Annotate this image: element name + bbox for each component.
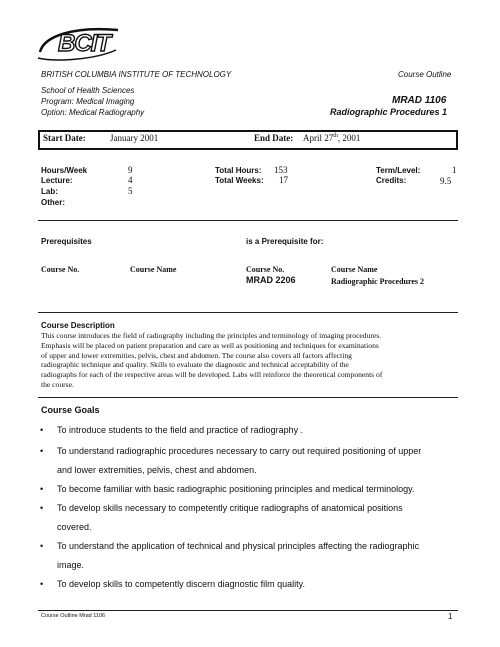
other-label: Other:: [41, 198, 65, 207]
divider: [38, 312, 458, 313]
divider: [38, 397, 458, 398]
bullet-icon: •: [40, 579, 44, 589]
start-date-label: Start Date:: [43, 133, 86, 143]
date-bar: [38, 130, 458, 150]
institution-name: BRITISH COLUMBIA INSTITUTE OF TECHNOLOGY: [41, 70, 232, 79]
description-body: This course introduces the field of radiography including the principles and terminology of imaging procedures. Emphasis will be placed on patient preparation and care as well as positioning and techniques for examinations of upper and lower extremities, pelvis, chest and abdomen. The course also covers all factors affecting radiographic technique and quality. Skills to evaluate the diagnostic and technical acceptability of the radiographs for each of the respective areas will be developed. Labs will reinforce the theoretical components of the course.: [41, 331, 383, 389]
divider: [38, 220, 458, 221]
goal-item-continued: and lower extremities, pelvis, chest and abdomen.: [57, 465, 257, 475]
bcit-logo: BCIT: [58, 30, 110, 57]
goal-item: To introduce students to the field and practice of radiography .: [57, 425, 304, 435]
bullet-icon: •: [40, 446, 44, 456]
end-date-label: End Date:: [254, 133, 294, 143]
course-no-header: Course No.: [41, 265, 80, 274]
bullet-icon: •: [40, 541, 44, 551]
term-level-label: Term/Level:: [376, 166, 421, 175]
lab-value: 5: [128, 186, 133, 196]
school-name: School of Health Sciences: [41, 86, 135, 95]
goal-item: To understand the application of technical and physical principles affecting the radiographic: [57, 541, 420, 551]
total-hours-label: Total Hours:: [215, 166, 262, 175]
description-heading: Course Description: [41, 321, 115, 330]
start-date-value: January 2001: [110, 133, 159, 143]
is-prerequisite-label: is a Prerequisite for:: [246, 237, 324, 246]
lecture-value: 4: [128, 175, 133, 185]
footer-divider: [38, 610, 458, 611]
credits-label: Credits:: [376, 176, 407, 185]
option-name: Option: Medical Radiography: [41, 108, 145, 117]
goal-item: To become familiar with basic radiographic positioning principles and medical terminology.: [57, 484, 415, 494]
goal-item: To understand radiographic procedures necessary to carry out required positioning of upper: [57, 446, 422, 456]
goal-item: To develop skills necessary to competently critique radiographs of anatomical positions: [57, 503, 403, 513]
bullet-icon: •: [40, 425, 44, 435]
course-title: Radiographic Procedures 1: [330, 107, 448, 117]
course-no-header-2: Course No.: [246, 265, 285, 274]
next-course-no: MRAD 2206: [246, 275, 296, 285]
next-course-name: Radiographic Procedures 2: [331, 277, 425, 286]
goal-item-continued: covered.: [57, 522, 92, 532]
lecture-label: Lecture:: [41, 176, 73, 185]
end-date-value: April 27th, 2001: [303, 133, 361, 143]
program-name: Program: Medical Imaging: [41, 97, 135, 106]
document-type: Course Outline: [398, 70, 452, 79]
page-number: 1: [448, 612, 453, 621]
course-name-header: Course Name: [130, 265, 177, 274]
goal-item: To develop skills to competently discern diagnostic film quality.: [57, 579, 305, 589]
bullet-icon: •: [40, 503, 44, 513]
credits-value: 9.5: [440, 176, 452, 186]
total-weeks-value: 17: [279, 175, 288, 185]
goals-heading: Course Goals: [41, 405, 100, 415]
term-level-value: 1: [452, 165, 457, 175]
goal-item-continued: image.: [57, 560, 85, 570]
hours-week-value: 9: [128, 165, 133, 175]
footer-course: Course Outline Mrad 1106: [41, 613, 106, 619]
course-code: MRAD 1106: [392, 95, 447, 106]
total-weeks-label: Total Weeks:: [215, 176, 264, 185]
hours-week-label: Hours/Week: [41, 166, 88, 175]
prerequisites-label: Prerequisites: [41, 237, 92, 246]
lab-label: Lab:: [41, 187, 58, 196]
bullet-icon: •: [40, 484, 44, 494]
course-name-header-2: Course Name: [331, 265, 378, 274]
total-hours-value: 153: [274, 165, 288, 175]
